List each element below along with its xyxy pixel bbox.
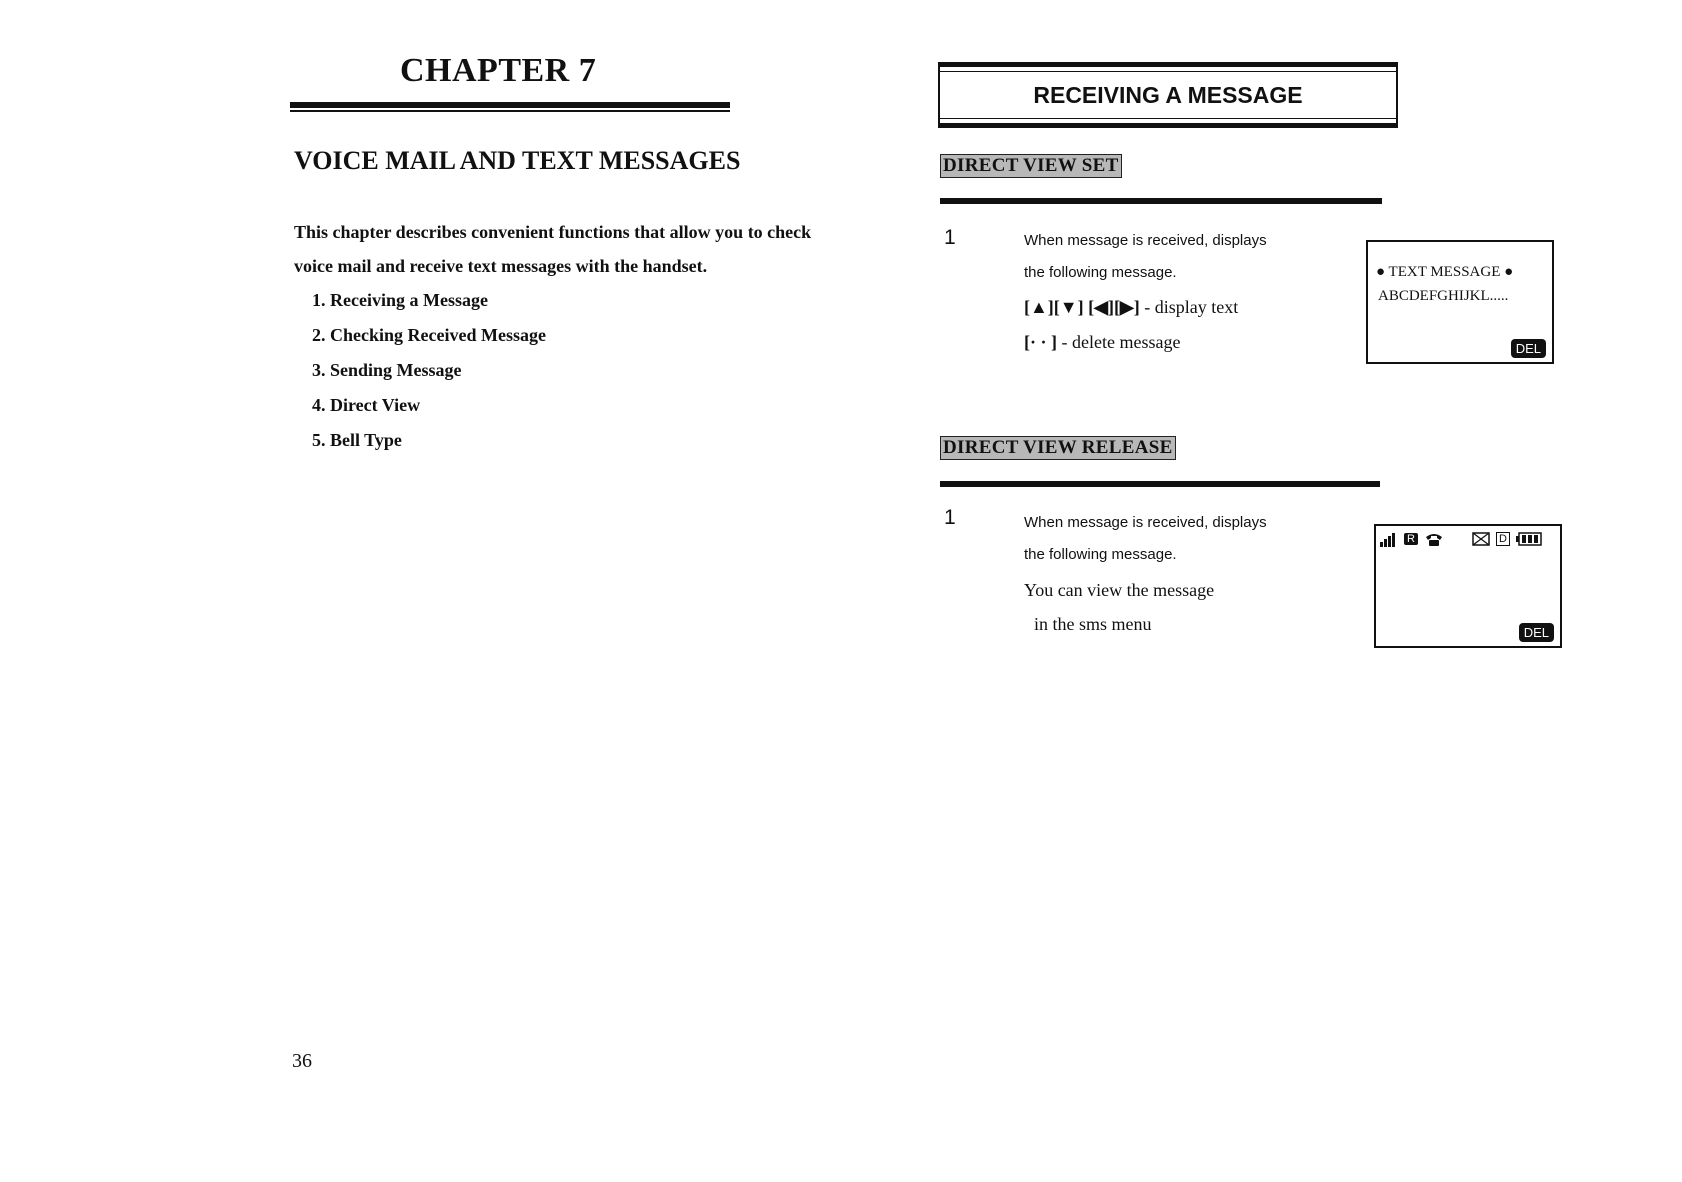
direct-view-release-tag: DIRECT VIEW RELEASE	[940, 436, 1176, 460]
step-line-2: the following message.	[1024, 264, 1177, 281]
direct-view-set-tag: DIRECT VIEW SET	[940, 154, 1122, 178]
del-softkey: DEL	[1511, 339, 1546, 358]
scroll-keys-desc: - display text	[1139, 297, 1239, 317]
toc-item-4: 4. Direct View	[312, 395, 421, 415]
step-line-4: in the sms menu	[1034, 614, 1152, 634]
step-line-3: You can view the message	[1024, 580, 1215, 600]
chapter-rule-thin	[290, 110, 730, 112]
step-line-1: When message is received, displays	[1024, 232, 1267, 249]
phone-icon	[1424, 531, 1444, 547]
page-number: 36	[292, 1050, 312, 1072]
bullet-icon: ●	[1504, 264, 1514, 280]
intro-line-1: This chapter describes convenient functions that allow you to check	[294, 222, 812, 242]
data-icon: D	[1496, 532, 1510, 546]
toc-item-3: 3. Sending Message	[312, 360, 462, 380]
screen-body: ABCDEFGHIJKL.....	[1378, 288, 1509, 304]
roaming-icon: R	[1404, 533, 1418, 545]
screen-title: TEXT MESSAGE	[1388, 264, 1501, 280]
step-line-4	[1024, 332, 1180, 353]
signal-icon	[1380, 531, 1398, 547]
screen-title-row	[1376, 264, 1513, 281]
bullet-icon: ●	[1376, 264, 1386, 280]
chapter-title: CHAPTER 7	[400, 52, 597, 89]
toc-item-1: 1. Receiving a Message	[312, 290, 488, 310]
phone-screen-text-message	[1366, 240, 1554, 364]
del-softkey: DEL	[1519, 623, 1554, 642]
battery-icon	[1516, 532, 1542, 546]
status-bar	[1380, 530, 1556, 548]
scroll-keys: [▲][▼] [◀][▶]	[1024, 297, 1140, 317]
toc-item-2: 2. Checking Received Message	[312, 325, 546, 345]
envelope-icon	[1472, 532, 1490, 546]
step-line-3	[1024, 297, 1238, 318]
step-number: 1	[944, 506, 956, 529]
direct-view-set-rule	[940, 198, 1382, 204]
delete-key: [· · ]	[1024, 332, 1057, 352]
intro-line-2: voice mail and receive text messages with the handset.	[294, 256, 708, 276]
step-line-2: the following message.	[1024, 546, 1177, 563]
toc-item-5: 5. Bell Type	[312, 430, 402, 450]
section-title: VOICE MAIL AND TEXT MESSAGES	[294, 146, 741, 175]
direct-view-release-rule	[940, 481, 1380, 487]
step-number: 1	[944, 226, 956, 249]
receiving-title: RECEIVING A MESSAGE	[1033, 82, 1303, 108]
step-line-1: When message is received, displays	[1024, 514, 1267, 531]
delete-key-desc: - delete message	[1057, 332, 1181, 352]
chapter-rule	[290, 102, 730, 108]
phone-screen-idle	[1374, 524, 1562, 648]
